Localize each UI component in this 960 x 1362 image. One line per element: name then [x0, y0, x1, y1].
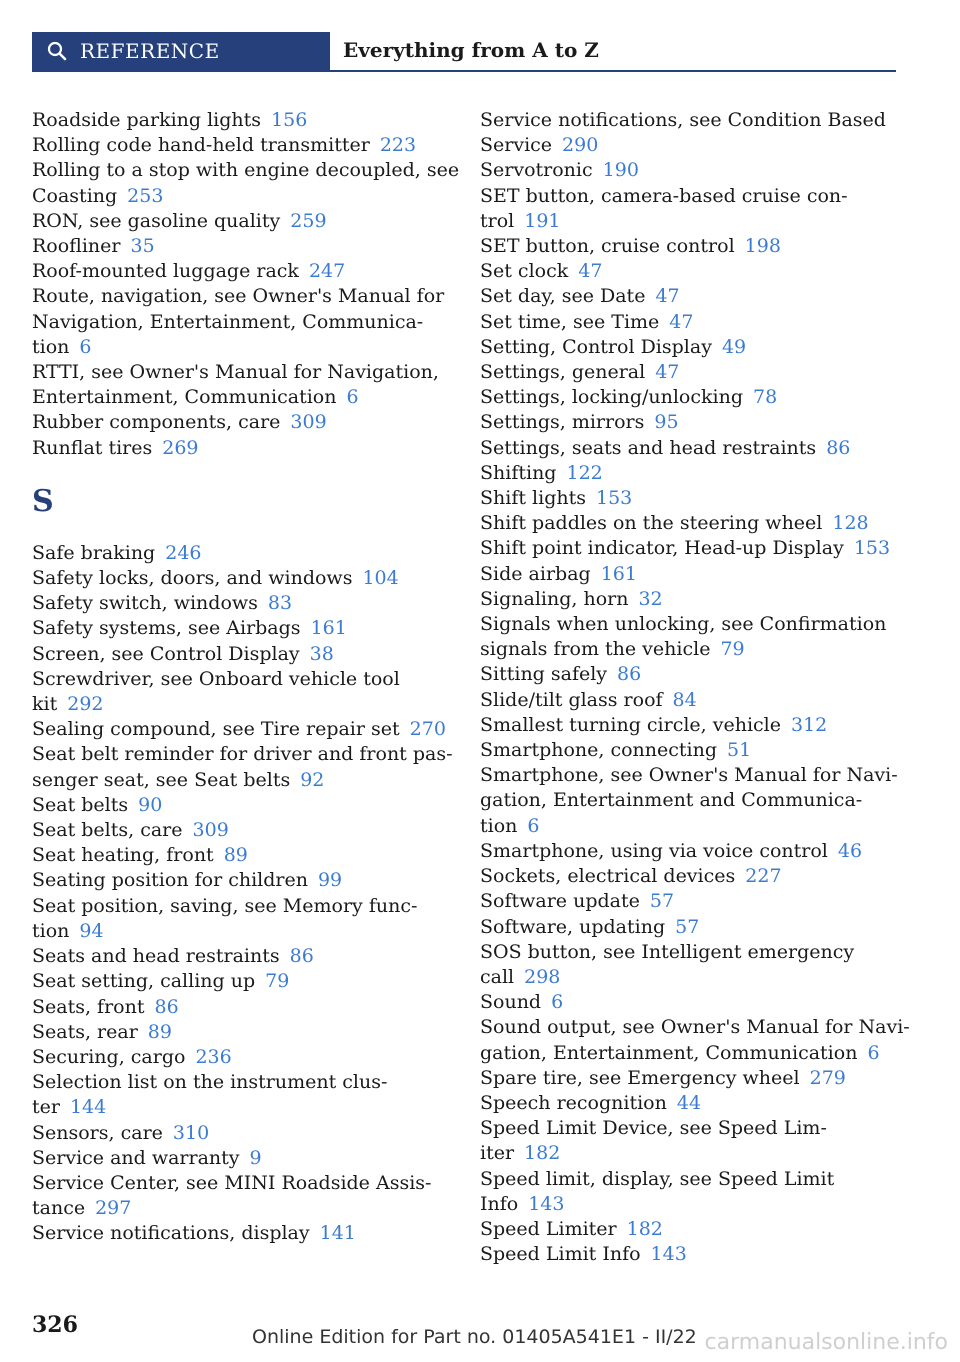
index-entry-text: Seat belts: [32, 793, 129, 816]
index-entry: [480, 562, 900, 587]
index-entry: [480, 461, 900, 486]
section-letter: S: [32, 483, 54, 519]
edition-footer: Online Edition for Part no. 01405A541E1 - II/22: [252, 1326, 697, 1348]
index-entry-text: trol: [480, 209, 515, 232]
index-entry-text: Route, navigation, see Owner's Manual for: [32, 285, 445, 308]
page-link[interactable]: 6: [346, 386, 359, 409]
page-link[interactable]: 89: [223, 844, 248, 867]
page-link[interactable]: 309: [192, 819, 229, 842]
page-number: 326: [32, 1312, 78, 1338]
index-entry: [480, 839, 900, 864]
index-column-right: [480, 108, 910, 1267]
page-link[interactable]: 86: [617, 663, 642, 686]
index-list-r: [32, 108, 460, 461]
page-link[interactable]: 86: [826, 436, 851, 459]
index-entry: [480, 814, 900, 839]
index-entry-text: Service and warranty: [32, 1146, 240, 1169]
page-link[interactable]: 259: [290, 209, 327, 232]
index-entry: [32, 692, 452, 717]
page-link[interactable]: 310: [172, 1121, 210, 1144]
page-link[interactable]: 99: [317, 869, 343, 892]
index-entry-text: Seat setting, calling up: [32, 970, 256, 993]
index-entry: [32, 1146, 452, 1171]
index-entry-text: Set time, see Time: [480, 310, 660, 333]
page-link[interactable]: 309: [290, 411, 327, 434]
page-header: [32, 32, 896, 72]
index-entry-text: Signals when unlocking, see Confirmation: [480, 613, 887, 636]
index-entry: [480, 1192, 900, 1217]
index-entry-text: Seats, rear: [32, 1020, 138, 1043]
page-link[interactable]: 104: [362, 567, 399, 590]
index-entry: [480, 612, 900, 637]
index-entry: [32, 793, 452, 818]
index-entry: [32, 108, 452, 133]
page-link[interactable]: 253: [127, 184, 164, 207]
index-entry-text: SET button, cruise control: [480, 235, 735, 258]
index-entry-text: Shift paddles on the steering wheel: [480, 512, 823, 535]
index-entry-text: Service notifications, see Condition Based: [480, 109, 886, 131]
page-link[interactable]: 156: [271, 109, 308, 131]
index-entry-text: Sockets, electrical devices: [480, 865, 736, 888]
index-entry-text: Settings, mirrors: [480, 411, 645, 434]
page-link[interactable]: 6: [79, 335, 92, 358]
index-entry: [32, 360, 452, 385]
index-entry-text: Seating position for children: [32, 869, 308, 892]
index-entry: [32, 995, 452, 1020]
index-entry-text: Sealing compound, see Tire repair set: [32, 718, 400, 741]
index-entry-text: Speech recognition: [480, 1091, 667, 1114]
page-link[interactable]: 47: [578, 260, 603, 283]
page-link[interactable]: 94: [79, 919, 104, 942]
page-link[interactable]: 161: [310, 617, 347, 640]
page-link[interactable]: 298: [524, 965, 561, 988]
index-entry-text: Roadside parking lights: [32, 109, 262, 131]
index-entry: [480, 209, 900, 234]
index-entry-text: Info: [480, 1192, 519, 1215]
index-entry-text: Set clock: [480, 260, 569, 283]
index-entry-text: tion: [32, 919, 70, 942]
index-entry: [480, 1167, 900, 1192]
index-entry-text: Sitting safely: [480, 663, 608, 686]
index-entry-text: Software update: [480, 890, 640, 913]
index-entry: [480, 1242, 900, 1267]
page-link[interactable]: 227: [745, 865, 782, 888]
index-entry: [32, 1045, 452, 1070]
page-link[interactable]: 128: [832, 512, 869, 535]
index-entry-text: Coasting: [32, 184, 118, 207]
index-entry-text: Settings, general: [480, 361, 646, 384]
index-entry-text: Seat heating, front: [32, 844, 214, 867]
index-entry-text: senger seat, see Seat belts: [32, 768, 291, 791]
index-list-s: [32, 541, 452, 1247]
index-entry-text: Settings, locking/unlocking: [480, 386, 744, 409]
search-icon: [46, 40, 68, 62]
index-entry: [32, 259, 452, 284]
index-entry-text: Speed limit, display, see Speed Limit: [480, 1167, 835, 1190]
index-entry: [480, 965, 900, 990]
index-entry-text: Safe braking: [32, 541, 156, 564]
index-entry-text: Setting, Control Display: [480, 335, 712, 358]
page-link[interactable]: 38: [309, 642, 334, 665]
index-entry: [480, 763, 900, 788]
index-entry: [480, 184, 900, 209]
page-link[interactable]: 182: [626, 1217, 663, 1240]
page-link[interactable]: 236: [195, 1045, 232, 1068]
index-entry: [480, 133, 900, 158]
index-entry: [32, 894, 452, 919]
index-entry-text: Seat position, saving, see Memory func-: [32, 894, 418, 917]
index-entry: [32, 642, 452, 667]
page-link[interactable]: 143: [650, 1243, 687, 1266]
index-entry-text: kit: [32, 693, 58, 716]
index-entry-text: Servotronic: [480, 159, 593, 182]
index-entry-text: Sound output, see Owner's Manual for Navi-: [480, 1016, 910, 1039]
page-link[interactable]: 47: [655, 285, 680, 308]
index-entry-text: Sensors, care: [32, 1121, 163, 1144]
index-entry-text: tion: [480, 814, 518, 837]
index-entry: [32, 385, 452, 410]
index-entry: [480, 864, 900, 889]
index-entry: [32, 591, 452, 616]
index-entry: [480, 889, 900, 914]
index-entry: [32, 566, 452, 591]
index-entry: [32, 436, 452, 461]
index-entry: [480, 486, 900, 511]
index-entry: [32, 1020, 452, 1045]
page-link[interactable]: 47: [655, 361, 680, 384]
index-entry-text: Screen, see Control Display: [32, 642, 300, 665]
page-link[interactable]: 89: [147, 1020, 172, 1043]
index-entry: [480, 158, 900, 183]
index-entry: [480, 284, 900, 309]
index-entry: [480, 713, 900, 738]
page-link[interactable]: 47: [669, 310, 694, 333]
index-entry: [32, 1196, 452, 1221]
index-entry: [480, 1116, 900, 1141]
index-entry: [480, 1217, 900, 1242]
page-link[interactable]: 79: [265, 970, 290, 993]
index-entry-text: ter: [32, 1096, 60, 1119]
page-link[interactable]: 223: [379, 134, 417, 157]
page-link[interactable]: 270: [409, 718, 446, 741]
index-entry: [32, 1171, 452, 1196]
index-entry-text: Speed Limit Device, see Speed Lim-: [480, 1117, 827, 1140]
page-link[interactable]: 292: [67, 693, 104, 716]
page-link[interactable]: 122: [566, 461, 603, 484]
page-link[interactable]: 297: [95, 1197, 132, 1220]
section-title: Everything from A to Z: [343, 38, 599, 62]
index-entry: [32, 1221, 452, 1246]
index-entry-text: Rolling code hand-held transmitter: [32, 134, 370, 157]
page-link[interactable]: 141: [319, 1222, 356, 1245]
index-entry-text: Seats, front: [32, 995, 145, 1018]
index-entry-text: Smartphone, connecting: [480, 739, 718, 762]
page-link[interactable]: 269: [162, 436, 199, 459]
index-entry-text: Set day, see Date: [480, 285, 646, 308]
index-entry-text: call: [480, 965, 515, 988]
page-link[interactable]: 90: [138, 793, 163, 816]
index-entry-text: signals from the vehicle: [480, 638, 711, 661]
index-entry: [480, 940, 900, 965]
page-link[interactable]: 9: [249, 1146, 262, 1169]
index-entry: [32, 1095, 452, 1120]
index-entry: [480, 637, 900, 662]
index-entry: [32, 158, 460, 183]
index-entry-text: SOS button, see Intelligent emergency: [480, 940, 855, 963]
page-link[interactable]: 92: [300, 768, 325, 791]
index-entry-text: Smartphone, using via voice control: [480, 839, 828, 862]
index-entry-text: Sound: [480, 991, 542, 1014]
index-entry-text: Signaling, horn: [480, 587, 629, 610]
index-entry: [32, 410, 452, 435]
index-entry-text: RON, see gasoline quality: [32, 209, 281, 232]
page-link[interactable]: 86: [289, 945, 314, 968]
index-entry-text: Side airbag: [480, 562, 591, 585]
page-link[interactable]: 95: [654, 411, 679, 434]
index-entry-text: iter: [480, 1142, 515, 1165]
page-link[interactable]: 279: [809, 1066, 846, 1089]
index-entry: [32, 919, 452, 944]
page-link[interactable]: 57: [675, 915, 700, 938]
index-entry-text: Screwdriver, see Onboard vehicle tool: [32, 667, 400, 690]
index-entry-text: Service Center, see MINI Roadside Assis-: [32, 1171, 432, 1194]
page-link[interactable]: 86: [154, 995, 179, 1018]
page-link[interactable]: 32: [638, 587, 663, 610]
index-column-left: [32, 108, 460, 1247]
index-entry: [480, 587, 900, 612]
index-entry: [32, 234, 452, 259]
page-link[interactable]: 153: [853, 537, 891, 560]
index-entry: [480, 662, 900, 687]
index-entry: [32, 1070, 452, 1095]
index-entry: [32, 616, 452, 641]
page-link[interactable]: 246: [165, 541, 202, 564]
page-link[interactable]: 190: [602, 159, 639, 182]
index-entry-text: Settings, seats and head restraints: [480, 436, 817, 459]
page-link[interactable]: 6: [551, 991, 564, 1014]
index-entry: [32, 818, 452, 843]
index-entry: [480, 310, 900, 335]
index-entry-text: Shifting: [480, 461, 557, 484]
reference-tab[interactable]: [32, 32, 330, 70]
index-entry: [32, 969, 452, 994]
index-entry: [32, 742, 452, 767]
index-entry-text: Slide/tilt glass roof: [480, 688, 663, 711]
page-link[interactable]: 44: [676, 1091, 702, 1114]
index-entry-text: Service notifications, display: [32, 1222, 310, 1245]
index-entry: [480, 385, 900, 410]
page-link[interactable]: 143: [528, 1192, 565, 1215]
index-entry-text: Runflat tires: [32, 436, 153, 459]
index-entry-text: Safety systems, see Airbags: [32, 617, 301, 640]
index-entry-text: gation, Entertainment, Communication: [480, 1041, 858, 1064]
page-link[interactable]: 247: [308, 260, 346, 283]
header-divider: [32, 70, 896, 72]
watermark: carmanualsonline.info: [704, 1330, 948, 1355]
index-entry: [32, 843, 452, 868]
index-entry-text: Speed Limiter: [480, 1217, 617, 1240]
index-entry-text: Selection list on the instrument clus-: [32, 1071, 388, 1094]
index-entry: [480, 1141, 900, 1166]
index-entry-text: Seat belts, care: [32, 819, 183, 842]
index-entry: [480, 108, 900, 133]
index-entry-text: Navigation, Entertainment, Communica-: [32, 310, 424, 333]
index-entry-text: Speed Limit Info: [480, 1243, 641, 1266]
page-link[interactable]: 49: [721, 335, 747, 358]
index-entry: [480, 915, 900, 940]
page-link[interactable]: 153: [595, 487, 633, 510]
index-entry-text: Shift lights: [480, 487, 586, 510]
index-entry-text: Seats and head restraints: [32, 945, 280, 968]
index-entry: [480, 788, 900, 813]
index-entry: [480, 360, 900, 385]
index-entry: [32, 310, 452, 335]
index-entry: [480, 1066, 900, 1091]
index-entry-text: Roof-mounted luggage rack: [32, 260, 299, 283]
index-entry-text: tance: [32, 1197, 86, 1220]
index-entry-text: Securing, cargo: [32, 1045, 186, 1068]
page-link[interactable]: 182: [524, 1142, 561, 1165]
page-link[interactable]: 78: [753, 386, 778, 409]
page-link[interactable]: 35: [130, 235, 155, 258]
index-list-s-continued: [480, 108, 910, 1267]
index-entry-text: Smartphone, see Owner's Manual for Navi-: [480, 764, 898, 787]
index-entry: [32, 667, 452, 692]
index-entry: [480, 511, 900, 536]
index-entry: [32, 184, 452, 209]
page-link[interactable]: 46: [837, 839, 863, 862]
index-entry: [480, 1015, 910, 1040]
index-entry-text: Roofliner: [32, 235, 121, 258]
index-entry: [480, 259, 900, 284]
index-entry: [32, 133, 452, 158]
page-link[interactable]: 84: [672, 688, 697, 711]
index-entry-text: Shift point indicator, Head-up Display: [480, 537, 844, 560]
index-entry: [32, 1121, 452, 1146]
page-link[interactable]: 144: [69, 1096, 107, 1119]
index-entry-text: Seat belt reminder for driver and front pas-: [32, 743, 453, 766]
page-link[interactable]: 79: [720, 638, 745, 661]
reference-tab-label: REFERENCE: [80, 39, 220, 63]
index-entry: [480, 688, 900, 713]
page-link[interactable]: 290: [562, 134, 599, 157]
index-entry: [32, 335, 452, 360]
index-entry: [32, 541, 452, 566]
index-entry-text: Rolling to a stop with engine decoupled, see: [32, 159, 460, 182]
index-entry: [480, 1091, 900, 1116]
index-entry-text: Safety locks, doors, and windows: [32, 567, 353, 590]
index-entry: [32, 284, 452, 309]
index-entry: [32, 209, 452, 234]
page-link[interactable]: 57: [649, 890, 675, 913]
index-entry: [32, 944, 452, 969]
index-entry: [480, 410, 900, 435]
page-link[interactable]: 198: [744, 235, 781, 258]
index-entry-text: Entertainment, Communication: [32, 386, 337, 409]
index-entry-text: Software, updating: [480, 915, 666, 938]
index-entry: [32, 868, 452, 893]
page-link[interactable]: 51: [727, 739, 752, 762]
index-entry-text: Safety switch, windows: [32, 592, 258, 615]
index-entry: [480, 738, 900, 763]
index-entry: [480, 234, 900, 259]
index-entry-text: Spare tire, see Emergency wheel: [480, 1066, 800, 1089]
index-entry: [32, 768, 452, 793]
index-entry-text: Smallest turning circle, vehicle: [480, 713, 781, 736]
index-entry-text: Service: [480, 134, 553, 157]
page-link[interactable]: 83: [267, 592, 293, 615]
index-entry: [480, 335, 900, 360]
page-link[interactable]: 6: [867, 1041, 880, 1064]
index-entry: [480, 436, 900, 461]
index-entry-text: RTTI, see Owner's Manual for Navigation,: [32, 361, 439, 384]
page-link[interactable]: 312: [791, 713, 828, 736]
index-entry-text: Rubber components, care: [32, 411, 281, 434]
index-entry-text: tion: [32, 335, 70, 358]
index-entry: [32, 717, 452, 742]
index-entry: [480, 1041, 900, 1066]
index-entry: [480, 536, 900, 561]
index-entry-text: gation, Entertainment and Communica-: [480, 789, 863, 812]
page-link[interactable]: 161: [600, 562, 637, 585]
page-link[interactable]: 6: [527, 814, 540, 837]
index-entry: [480, 990, 900, 1015]
page-link[interactable]: 191: [524, 209, 561, 232]
index-entry-text: SET button, camera-based cruise con-: [480, 184, 848, 207]
